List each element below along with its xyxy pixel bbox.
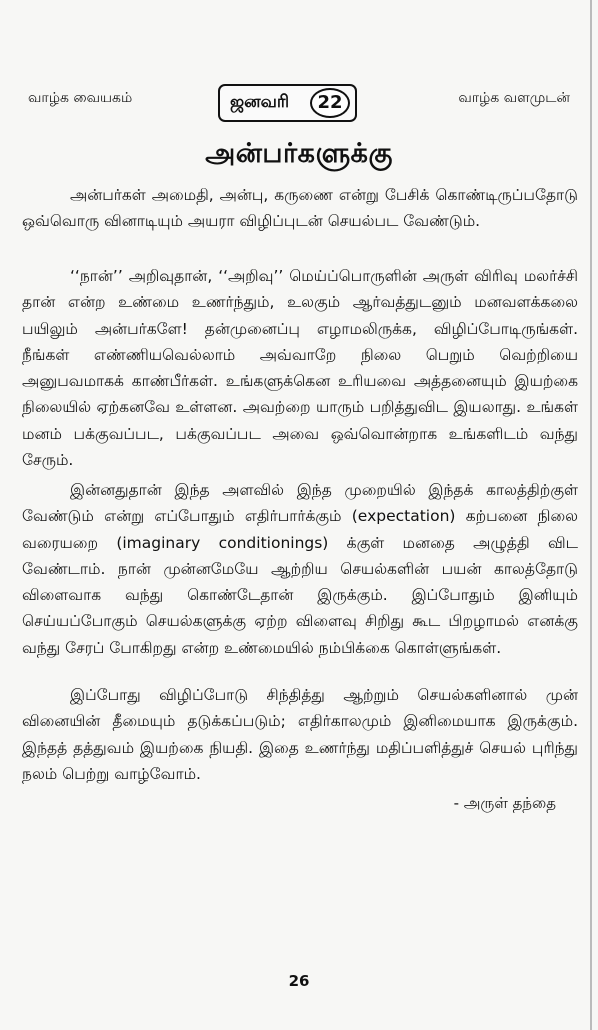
header-left-motto: வாழ்க வையகம் [28,90,133,106]
paragraph-2-container [22,263,578,473]
paragraph: அன்பர்கள் அமைதி, அன்பு, கருணை என்று பேசிக் கொண்டிருப்பதோடு ஒவ்வொரு வினாடியும் அயரா விழிப்புடன் செயல்பட வேண்டும். [22,186,578,231]
page-title: அன்பர்களுக்கு [205,138,393,169]
page-header [28,84,570,124]
paragraph-3-container [22,477,578,661]
page-number: 26 [288,972,310,990]
paragraph-1-container [22,182,578,235]
paragraph-4-container [22,682,578,787]
paragraph: ‘‘நான்’’ அறிவுதான், ‘‘அறிவு’’ மெய்ப்பொருளின் அருள் விரிவு மலர்ச்சி தான் என்ற உண்மை உணர்ந்தும், உலகும் ஆர்வத்துடனும் மனவளக்கலை பயிலும் அன்பர்களே! தன்முனைப்பு எழாமலிருக்க, விழிப்போடிருங்கள். நீங்கள் எண்ணியவெல்லாம் அவ்வாறே நிலை பெறும் வெற்றியை அனுபவமாகக் காண்பீர்கள். உங்களுக்கென உரியவை அத்தனையும் இயற்கை நிலையில் ஏற்கனவே உள்ளன. அவற்றை யாரும் பறித்துவிட இயலாது. உங்கள் மனம் பக்குவப்பட, பக்குவப்பட அவை ஒவ்வொன்றாக உங்களிடம் வந்து சேரும். [22,267,578,470]
month-label: ஜனவரி [230,92,290,112]
day-number: 22 [310,88,350,118]
header-right-motto: வாழ்க வளமுடன் [458,90,570,106]
paragraph: இன்னதுதான் இந்த அளவில் இந்த முறையில் இந்தக் காலத்திற்குள் வேண்டும் என்று எப்போதும் எதிர்பார்க்கும் (expectation) கற்பனை நிலை வரையறை (imaginary conditionings) க்குள் மனதை அழுத்தி விட வேண்டாம். நான் முன்னமேயே ஆற்றிய செயல்களின் பயன் காலத்தோடு விளைவாக வந்து கொண்டேதான் இருக்கும். இப்போதும் இனியும் செய்யப்போகும் செயல்களுக்கு ஏற்ற விளைவு சிறிது கூட பிறழாமல் எனக்கு வந்து சேரப் போகிறது என்ற உண்மையில் நம்பிக்கை கொள்ளுங்கள். [22,481,578,657]
page-edge-divider [590,0,592,1030]
date-box [218,84,357,122]
paragraph: இப்போது விழிப்போடு சிந்தித்து ஆற்றும் செயல்களினால் முன் வினையின் தீமையும் தடுக்கப்படும்; எதிர்காலமும் இனிமையாக இருக்கும். இந்தத் தத்துவம் இயற்கை நியதி. இதை உணர்ந்து மதிப்பளித்துச் செயல் புரிந்து நலம் பெற்று வாழ்வோம். [22,686,578,783]
author-signature: - அருள் தந்தை [453,794,556,812]
